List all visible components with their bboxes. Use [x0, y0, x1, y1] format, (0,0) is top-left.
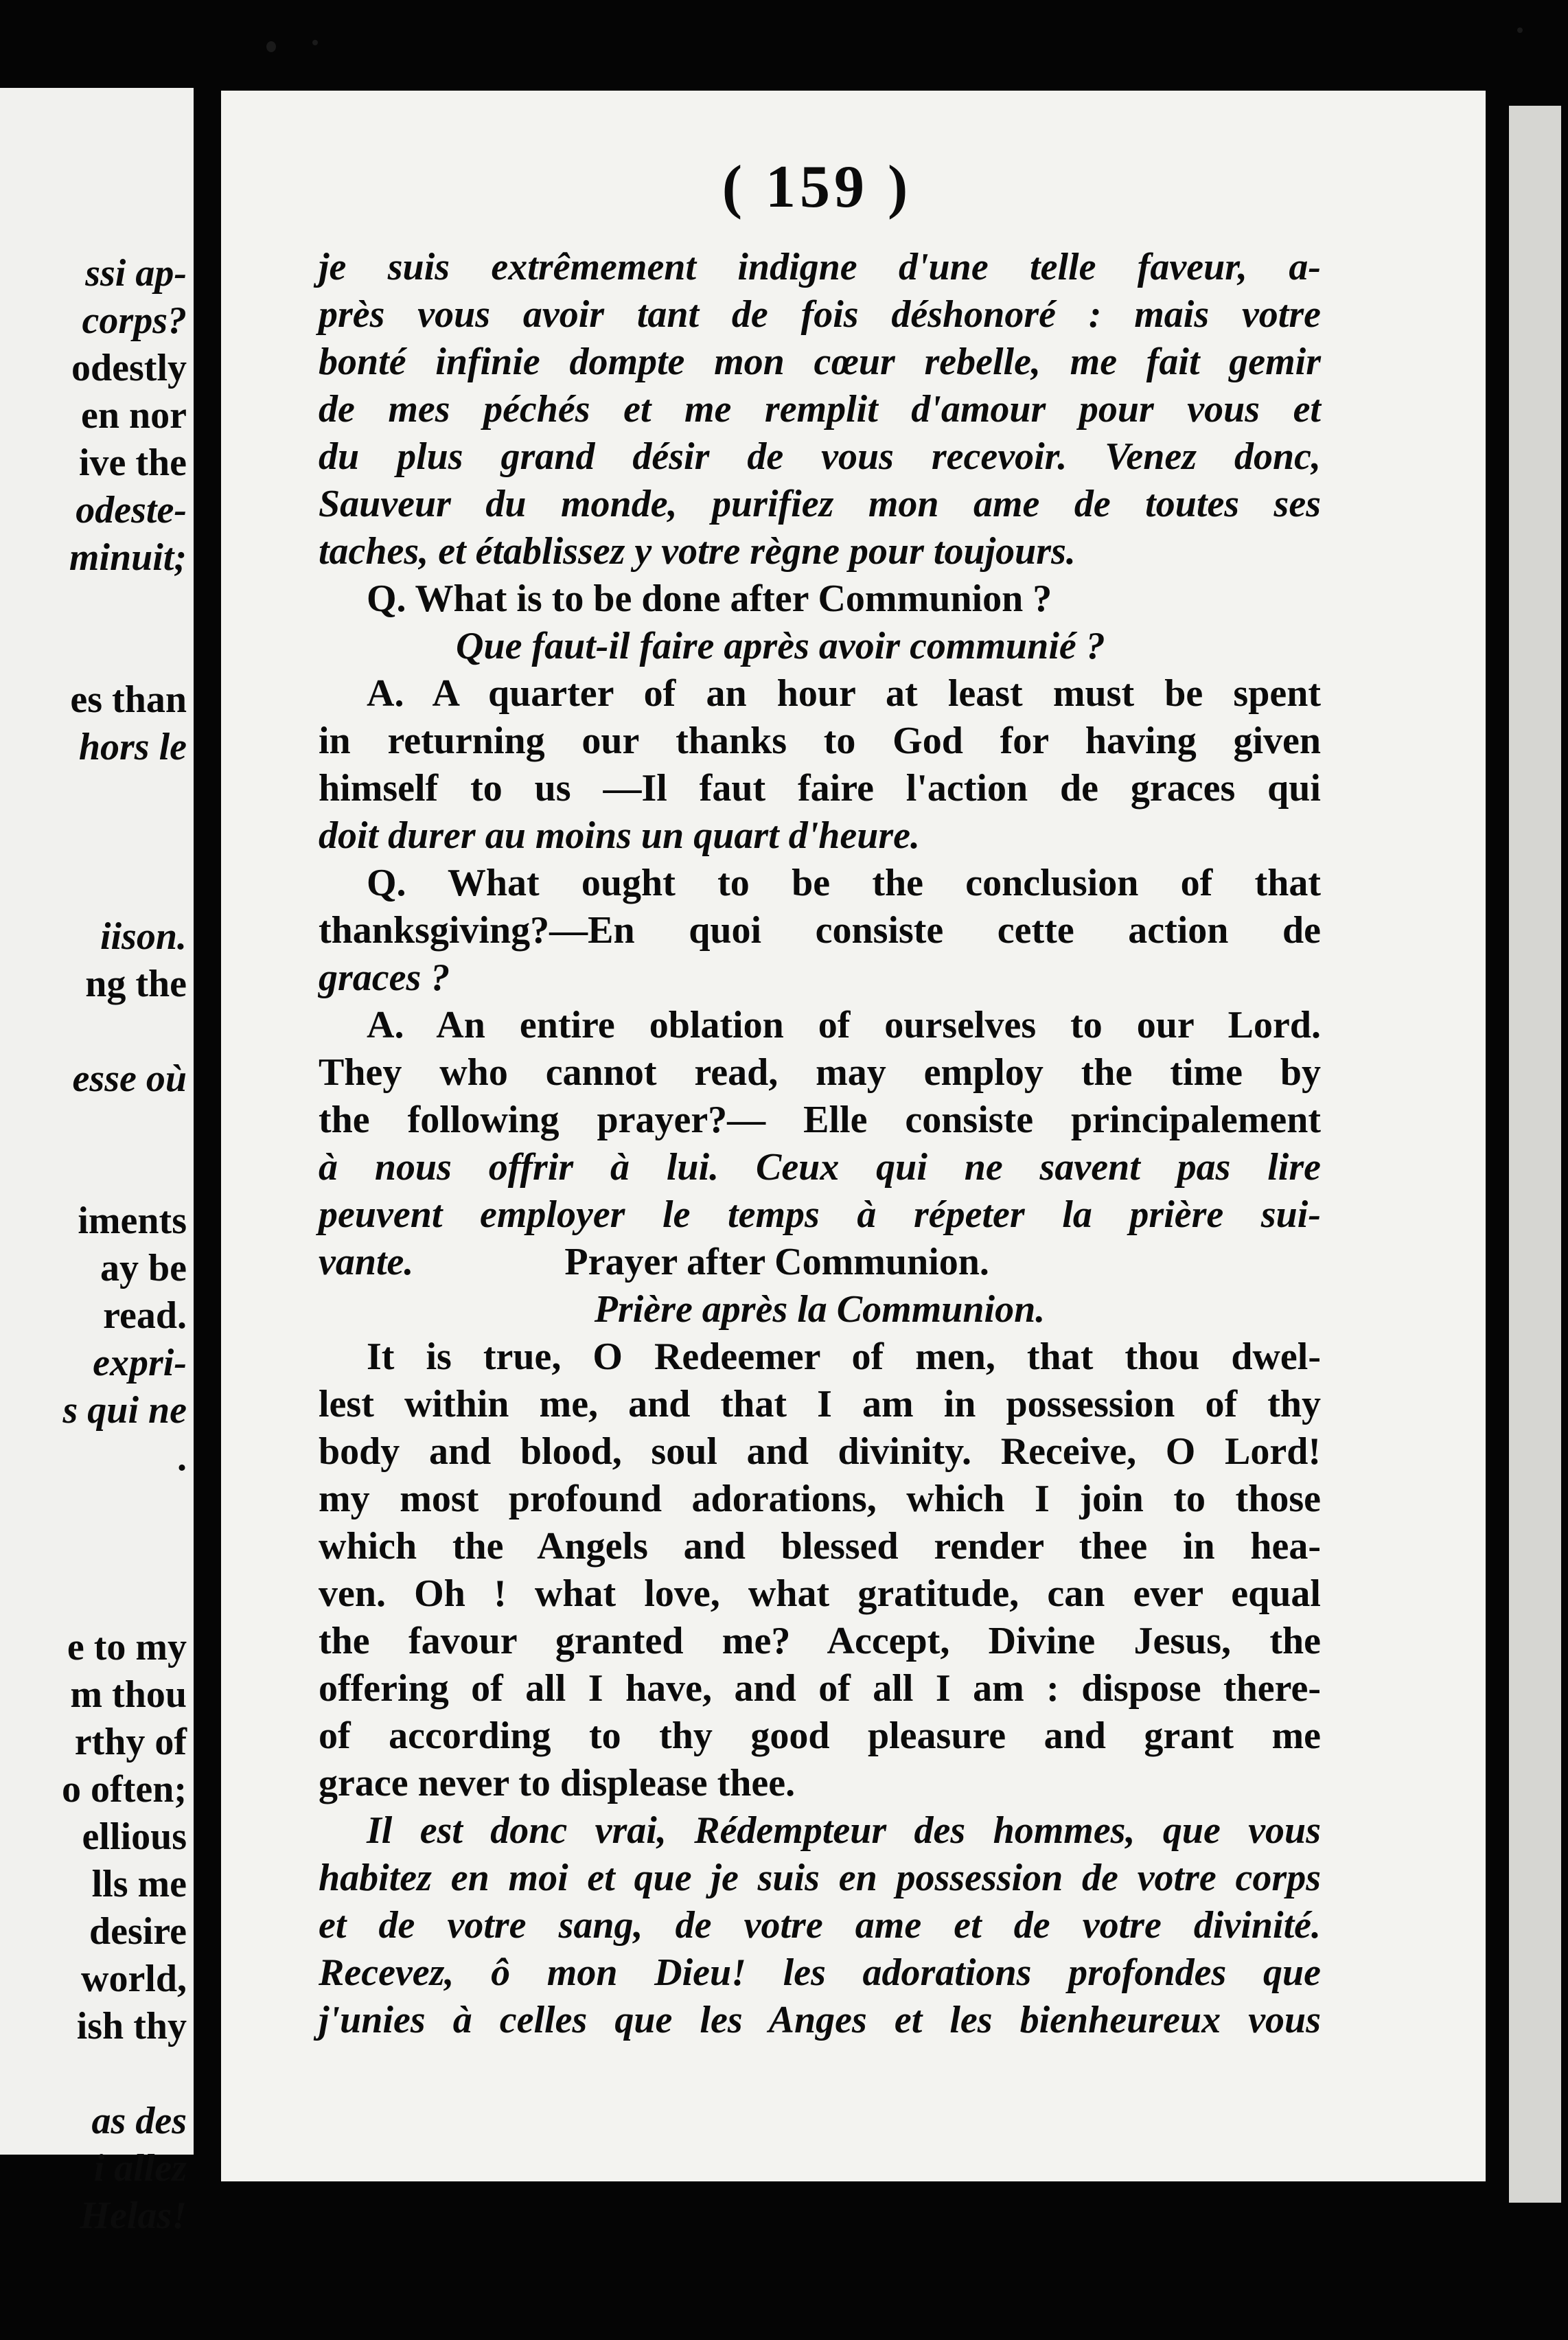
left-page — [0, 88, 194, 2237]
left-page-line: m thou — [70, 1673, 187, 1716]
left-page-line — [62, 1529, 187, 1576]
left-page-line: o often; — [62, 1768, 187, 1811]
text-line: Recevez, ô mon Dieu! les adorations profondes que — [319, 1951, 1321, 1994]
text-line: my most profound adorations, which I join to those — [319, 1478, 1321, 1520]
text-line: Prière après la Communion. — [594, 1288, 1046, 1331]
scan-speck — [1517, 27, 1523, 33]
text-line: graces ? — [319, 956, 450, 999]
text-line: in returning our thanks to God for having given — [319, 720, 1321, 762]
text-line: peuvent employer le temps à répeter la prière sui- — [319, 1193, 1321, 1236]
text-line: bonté infinie dompte mon cœur rebelle, me fait gemir — [319, 341, 1321, 383]
left-page-line: ssi ap- — [85, 252, 187, 295]
text-line: Il est donc vrai, Rédempteur des hommes, que vous — [367, 1809, 1321, 1852]
text-line: et de votre sang, de votre ame et de votre divinité. — [319, 1904, 1321, 1947]
scan-speck — [312, 40, 318, 45]
text-line: which the Angels and blessed render thee in hea- — [319, 1525, 1321, 1568]
left-page-line — [62, 1150, 187, 1197]
left-page-line — [62, 1482, 187, 1529]
left-page-line: ay be — [100, 1247, 187, 1289]
scan-speck — [266, 41, 276, 52]
left-page-line: hors le — [78, 726, 187, 768]
left-page-line: odestly — [71, 347, 187, 389]
text-line: Sauveur du monde, purifiez mon ame de toutes ses — [319, 483, 1321, 525]
book-gutter — [194, 82, 221, 2163]
text-line: lest within me, and that I am in possession of thy — [319, 1383, 1321, 1425]
left-page-line: desire — [89, 1910, 187, 1953]
text-line: body and blood, soul and divinity. Receive, O Lord! — [319, 1430, 1321, 1473]
left-page-line: Helas! — [80, 2194, 187, 2237]
left-page-line — [62, 818, 187, 866]
left-page-line: s qui ne — [62, 1389, 187, 1432]
left-page-line: ng the — [85, 963, 187, 1005]
left-page-line — [62, 771, 187, 818]
left-page-line — [62, 866, 187, 913]
text-line: ven. Oh ! what love, what gratitude, can ever equal — [319, 1572, 1321, 1615]
text-line: je suis extrêmement indigne d'une telle faveur, a- — [319, 246, 1321, 288]
text-line: thanksgiving?—En quoi consiste cette action de — [319, 909, 1321, 952]
text-line: himself to us —Il faut faire l'action de graces qui — [319, 767, 1321, 810]
page-number: ( 159 ) — [722, 154, 912, 220]
left-page-line: world, — [81, 1958, 187, 2000]
left-page-line: es than — [70, 678, 187, 721]
text-line: A. A quarter of an hour at least must be spent — [367, 672, 1321, 715]
text-line-segment: vante. — [319, 1241, 414, 1283]
left-page-line: iison. — [100, 915, 187, 958]
text-line: à nous offrir à lui. Ceux qui ne savent pas lire — [319, 1146, 1321, 1189]
left-page-line: corps? — [82, 299, 187, 342]
text-line — [319, 1239, 1321, 1286]
text-line: of according to thy good pleasure and grant me — [319, 1714, 1321, 1757]
left-page-line: . — [177, 1436, 187, 1479]
left-page-line: as des — [91, 2100, 187, 2142]
text-line: Q. What ought to be the conclusion of that — [367, 862, 1321, 904]
left-page-line — [62, 1103, 187, 1150]
left-page-line: en nor — [81, 394, 187, 437]
text-line: offering of all I have, and of all I am : dispose there- — [319, 1667, 1321, 1710]
text-line: de mes péchés et me remplit d'amour pour vous et — [319, 388, 1321, 431]
left-page-line — [62, 582, 187, 629]
left-page-line: rthy of — [74, 1721, 187, 1763]
left-page-line: e to my — [67, 1626, 187, 1668]
text-line: Q. What is to be done after Communion ? — [367, 577, 1052, 620]
text-line: Que faut-il faire après avoir communié ? — [456, 625, 1105, 667]
left-page-text — [62, 250, 187, 2240]
text-line: j'unies à celles que les Anges et les bienheureux vous — [319, 1999, 1321, 2041]
text-line: the following prayer?— Elle consiste principalement — [319, 1099, 1321, 1141]
text-line: près vous avoir tant de fois déshonoré : mais votre — [319, 293, 1321, 336]
text-line: doit durer au moins un quart d'heure. — [319, 814, 921, 857]
left-page-line: ellious — [82, 1815, 187, 1858]
text-line: grace never to displease thee. — [319, 1762, 796, 1804]
page-body-text — [319, 244, 1321, 2044]
left-page-line: expri- — [93, 1342, 187, 1384]
left-page-line: odeste- — [76, 489, 187, 531]
left-page-line: i allez — [93, 2147, 187, 2190]
left-page-line: ish thy — [76, 2005, 187, 2048]
text-line: They who cannot read, may employ the time by — [319, 1051, 1321, 1094]
left-page-line — [62, 1576, 187, 1624]
left-page-line — [62, 629, 187, 676]
section-heading: Prayer after Communion. — [564, 1241, 989, 1283]
text-line: du plus grand désir de vous recevoir. Venez donc, — [319, 435, 1321, 478]
left-page-line — [62, 2050, 187, 2098]
left-page-line: ive the — [78, 441, 187, 484]
text-line: A. An entire oblation of ourselves to our Lord. — [367, 1004, 1321, 1046]
text-line: It is true, O Redeemer of men, that thou dwel- — [367, 1335, 1321, 1378]
left-page-line: iments — [78, 1200, 187, 1242]
text-line: habitez en moi et que je suis en possession de votre corps — [319, 1857, 1321, 1899]
left-page-line: esse où — [72, 1057, 187, 1100]
page-edge — [1509, 106, 1561, 2203]
left-page-line: read. — [103, 1294, 187, 1337]
left-page-line: lls me — [91, 1863, 187, 1905]
text-line: taches, et établissez y votre règne pour toujours. — [319, 530, 1076, 573]
left-page-line: minuit; — [69, 536, 187, 579]
text-line: the favour granted me? Accept, Divine Jesus, the — [319, 1620, 1321, 1662]
left-page-line — [62, 1008, 187, 1055]
